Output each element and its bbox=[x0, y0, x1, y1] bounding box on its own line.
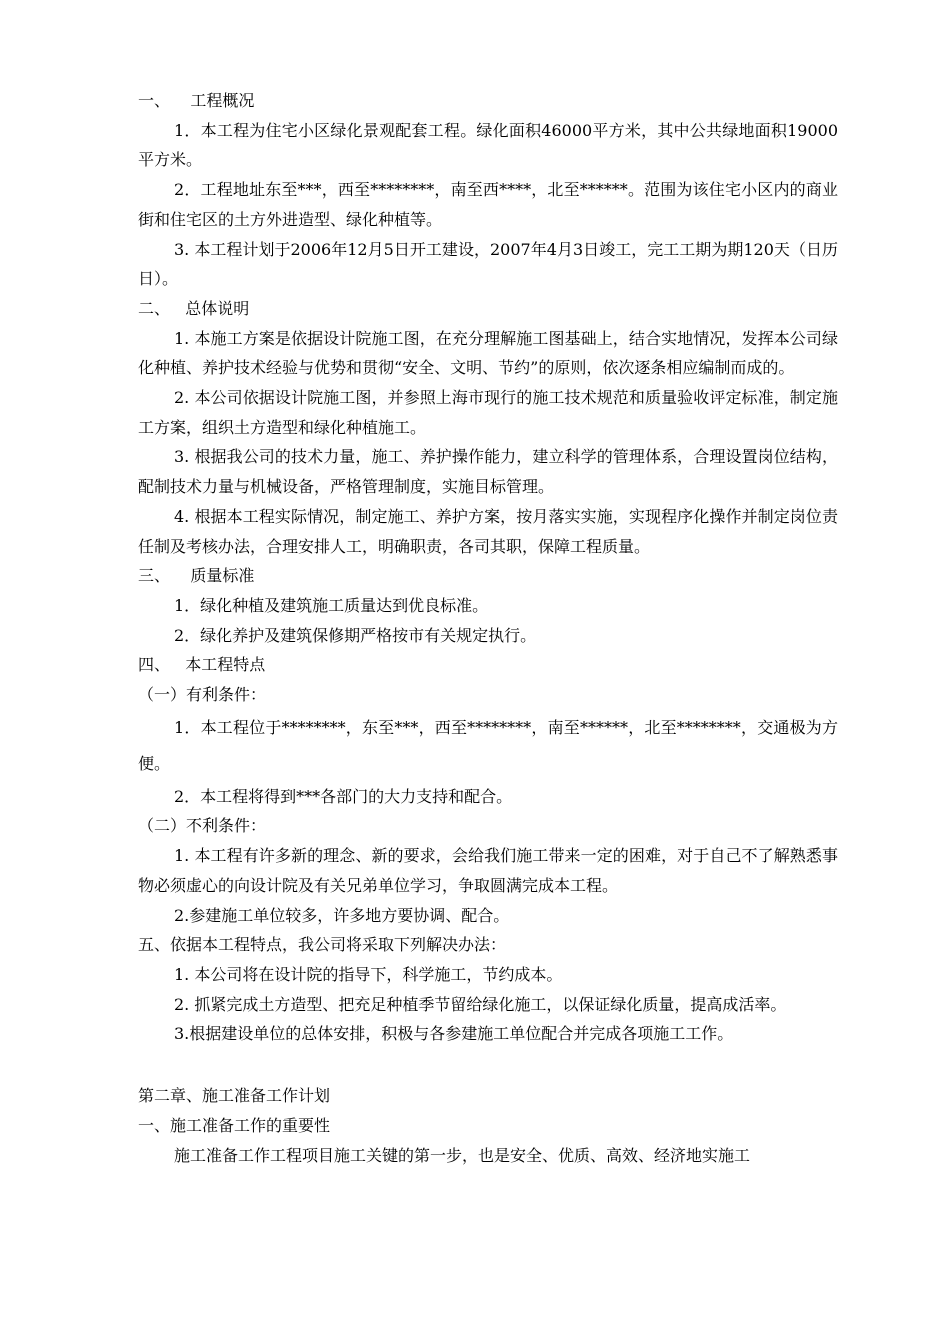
paragraph: 1．本工程位于********，东至***，西至********，南至******，北至********，交通极为方便。 bbox=[138, 717, 838, 773]
section-quality-standard bbox=[138, 561, 838, 650]
section-heading: 二、 总体说明 bbox=[138, 298, 250, 318]
document-page bbox=[138, 86, 838, 1170]
paragraph: 2．绿化养护及建筑保修期严格按市有关规定执行。 bbox=[174, 625, 537, 645]
chapter-title: 第二章、施工准备工作计划 bbox=[138, 1086, 331, 1106]
paragraph: 1. 本工程有许多新的理念、新的要求，会给我们施工带来一定的困难，对于自己不了解熟悉事物必须虚心的向设计院及有关兄弟单位学习，争取圆满完成本工程。 bbox=[138, 846, 838, 895]
paragraph: 1．绿化种植及建筑施工质量达到优良标准。 bbox=[174, 595, 489, 615]
paragraph: 2. 抓紧完成土方造型、把充足种植季节留给绿化施工，以保证绿化质量，提高成活率。 bbox=[174, 994, 787, 1014]
section-heading: 四、 本工程特点 bbox=[138, 655, 266, 675]
paragraph: 1．本工程为住宅小区绿化景观配套工程。绿化面积46000平方米，其中公共绿地面积19000平方米。 bbox=[138, 120, 838, 170]
section-solutions bbox=[138, 930, 838, 1049]
paragraph: 2.参建施工单位较多，许多地方要协调、配合。 bbox=[174, 905, 510, 925]
chapter-construction-preparation bbox=[138, 1081, 838, 1170]
paragraph: 1. 本公司将在设计院的指导下，科学施工，节约成本。 bbox=[174, 964, 563, 984]
subsection-heading-unfavorable: （二）不利条件： bbox=[138, 816, 267, 836]
paragraph: 3. 本工程计划于2006年12月5日开工建设，2007年4月3日竣工，完工工期为期120天（日历日）。 bbox=[138, 239, 838, 289]
paragraph: 2．工程地址东至***，西至********，南至西****，北至******。范围为该住宅小区内的商业街和住宅区的土方外进造型、绿化种植等。 bbox=[138, 180, 838, 229]
paragraph: 施工准备工作工程项目施工关键的第一步，也是安全、优质、高效、经济地实施工 bbox=[174, 1145, 751, 1165]
paragraph: 1. 本施工方案是依据设计院施工图，在充分理解施工图基础上，结合实地情况，发挥本公司绿化种植、养护技术经验与优势和贯彻“安全、文明、节约”的原则，依次逐条相应编制而成的。 bbox=[138, 328, 838, 378]
section-general-description bbox=[138, 294, 838, 561]
paragraph: 2．本工程将得到***各部门的大力支持和配合。 bbox=[174, 786, 513, 806]
section-heading: 三、 质量标准 bbox=[138, 566, 255, 586]
subsection-heading-favorable: （一）有利条件： bbox=[138, 685, 267, 705]
section-project-overview bbox=[138, 86, 838, 294]
paragraph: 3.根据建设单位的总体安排，积极与各参建施工单位配合并完成各项施工工作。 bbox=[174, 1024, 734, 1044]
section-heading: 一、 工程概况 bbox=[138, 91, 255, 110]
paragraph: 4. 根据本工程实际情况，制定施工、养护方案，按月落实实施，实现程序化操作并制定岗位责任制及考核办法，合理安排人工，明确职责，各司其职，保障工程质量。 bbox=[138, 506, 838, 556]
paragraph: 2. 本公司依据设计院施工图，并参照上海市现行的施工技术规范和质量验收评定标准，制定施工方案，组织土方造型和绿化种植施工。 bbox=[138, 388, 838, 437]
section-heading: 一、施工准备工作的重要性 bbox=[138, 1115, 331, 1135]
section-heading: 五、依据本工程特点，我公司将采取下列解决办法： bbox=[138, 935, 507, 955]
paragraph: 3. 根据我公司的技术力量，施工、养护操作能力，建立科学的管理体系，合理设置岗位结构，配制技术力量与机械设备，严格管理制度，实施目标管理。 bbox=[138, 447, 838, 497]
section-project-features bbox=[138, 650, 838, 930]
